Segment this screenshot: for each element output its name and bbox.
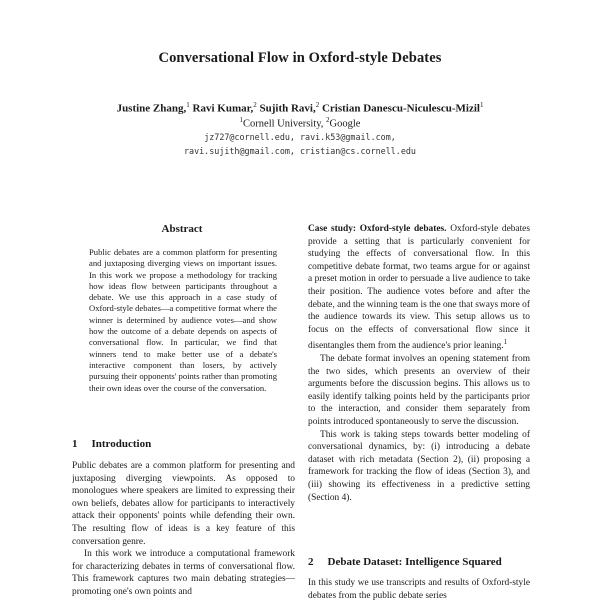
paragraph: In this work we introduce a computational framework for characterizing debates in terms of conversational flow. This framework captures two main debating strategies—promoting one's own points and	[72, 549, 295, 597]
author-name: Sujith Ravi,	[259, 102, 316, 115]
paragraph: This work is taking steps towards better modeling of conversational dynamics, by: (i) introducing a debate dataset with rich metadata (Section 2), (ii) proposing a framework for tracking the flow of ideas (Section 3), and (iii) showing its effectiveness in a predictive setting (Section 4).	[308, 429, 530, 503]
author-emails-line1: jz727@cornell.edu, ravi.k53@gmail.com,	[204, 132, 396, 142]
affiliation-mark: 2	[315, 101, 320, 109]
paragraph	[308, 223, 530, 353]
author-list	[0, 101, 600, 115]
paragraph: Public debates are a common platform for presenting and juxtaposing diverging viewpoints. As opposed to monologues where speakers are limited to expressing their own beliefs, debates allow for participants to interactively attack their opponents' points while defending their own. The resulting flow of ideas is a key feature of this conversation genre.	[72, 461, 295, 547]
paper-title: Conversational Flow in Oxford-style Debates	[158, 50, 442, 66]
affiliation-mark: 2	[326, 116, 330, 124]
affiliation-mark: 2	[253, 101, 257, 109]
footnote-mark: 1	[503, 338, 508, 347]
dataset-body	[308, 577, 530, 600]
affiliation-cornell: Cornell University,	[243, 118, 327, 130]
section-number: 1	[72, 438, 78, 450]
case-study-body	[308, 223, 530, 504]
section-title: Debate Dataset: Intelligence Squared	[327, 556, 502, 568]
author-name: Justine Zhang,	[116, 102, 187, 115]
section-heading-introduction	[72, 438, 151, 450]
section-number: 2	[308, 556, 314, 568]
abstract-text: Public debates are a common platform for presenting and juxtaposing diverging views on important issues. In this work we propose a methodology for tracking how ideas flow between participants throughout a debate. We use this approach in a case study of Oxford-style debates—a competitive format where the winner is determined by audience votes—and show how the outcome of a debate depends on aspects of conversational flow. In particular, we find that winners tend to make better use of a debate's interactive component than losers, by actively pursuing their opponents' points rather than promoting their own ideas over the course of the conversation.	[89, 247, 277, 393]
paragraph-text: Oxford-style debates provide a setting that is particularly convenient for studying the effects of conversational flow. In this competitive debate format, two teams argue for or against a preset motion in order to persuade a live audience to take their position. The audience votes before and after the debate, and the winning team is the one that sways more of the audience towards its view. This setup allows us to focus on the effects of conversational flow since it disentangles them from the audience's prior leaning.	[308, 224, 530, 352]
affiliation-mark: 1	[186, 101, 190, 109]
section-title: Introduction	[91, 438, 152, 450]
affiliation-mark: 1	[239, 116, 244, 124]
author-name: Ravi Kumar,	[192, 102, 254, 115]
affiliation-google: Google	[329, 118, 361, 130]
abstract-heading: Abstract	[161, 223, 203, 235]
paragraph: In this study we use transcripts and results of Oxford-style debates from the public debate series	[308, 578, 530, 600]
section-heading-dataset	[308, 556, 502, 568]
affiliations	[0, 116, 600, 130]
introduction-body	[72, 460, 295, 600]
affiliation-mark: 1	[479, 101, 484, 109]
paragraph: The debate format involves an opening statement from the two sides, which presents an overview of their arguments before the discussion begins. This allows us to easily identify talking points held by the participants prior to the interaction, and consider them separately from points introduced spontaneously to serve the discussion.	[308, 354, 530, 428]
author-name: Cristian Danescu-Niculescu-Mizil	[321, 102, 480, 115]
run-in-heading: Case study: Oxford-style debates.	[308, 224, 447, 234]
author-emails-line2: ravi.sujith@gmail.com, cristian@cs.cornell.edu	[184, 146, 416, 156]
